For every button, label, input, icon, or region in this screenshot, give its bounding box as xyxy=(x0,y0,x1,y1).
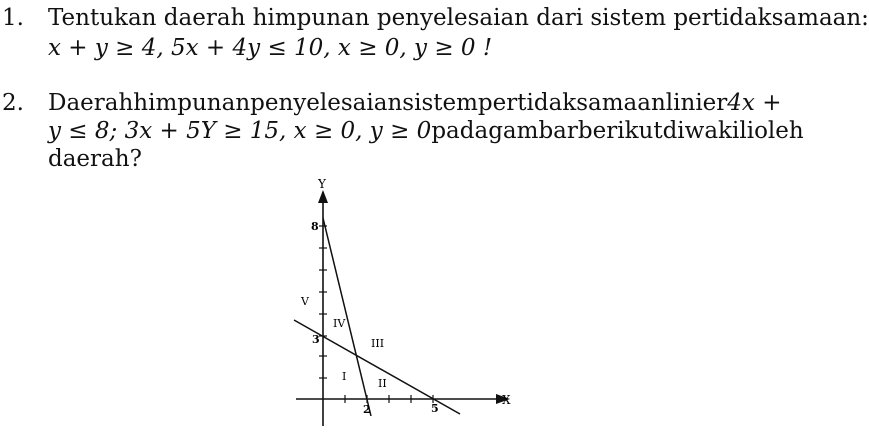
question-1-text: Tentukan daerah himpunan penyelesaian dari sistem pertidaksamaan: xyxy=(48,5,869,31)
word: Daerah xyxy=(48,90,134,116)
line-4x-plus-y-equals-8 xyxy=(323,218,371,416)
region-label-iv: IV xyxy=(333,317,346,330)
word: pada xyxy=(431,118,489,144)
word: penyelesaian xyxy=(250,90,403,116)
x-tick-label-5: 5 xyxy=(431,402,439,415)
region-label-i: I xyxy=(342,370,347,383)
word: diwakili xyxy=(662,118,755,144)
word: oleh xyxy=(754,118,804,144)
x-axis-label: X xyxy=(502,393,511,407)
question-2-number: 2. xyxy=(2,90,24,116)
y-tick-label-8: 8 xyxy=(311,220,319,233)
y-tick-label-3: 3 xyxy=(312,333,320,346)
word: sistem xyxy=(402,90,478,116)
word: 4x + xyxy=(727,90,782,116)
y-axis-arrow-icon xyxy=(318,190,328,203)
question-2-line-3: daerah? xyxy=(48,146,142,172)
word: himpunan xyxy=(133,90,251,116)
region-label-v: V xyxy=(301,295,309,308)
y-axis-label: Y xyxy=(318,177,326,191)
inequality-text: y ≤ 8; 3x + 5Y ≥ 15, x ≥ 0, y ≥ 0 xyxy=(48,118,432,144)
question-1-system: x + y ≥ 4, 5x + 4y ≤ 10, x ≥ 0, y ≥ 0 ! xyxy=(48,35,493,61)
word: pertidaksamaan xyxy=(477,90,666,116)
region-label-ii: II xyxy=(378,377,387,390)
region-label-iii: III xyxy=(371,337,385,350)
question-1-number: 1. xyxy=(2,5,24,31)
word: gambar xyxy=(488,118,578,144)
word: linier xyxy=(665,90,728,116)
word: berikut xyxy=(577,118,663,144)
x-tick-label-2: 2 xyxy=(363,403,371,416)
